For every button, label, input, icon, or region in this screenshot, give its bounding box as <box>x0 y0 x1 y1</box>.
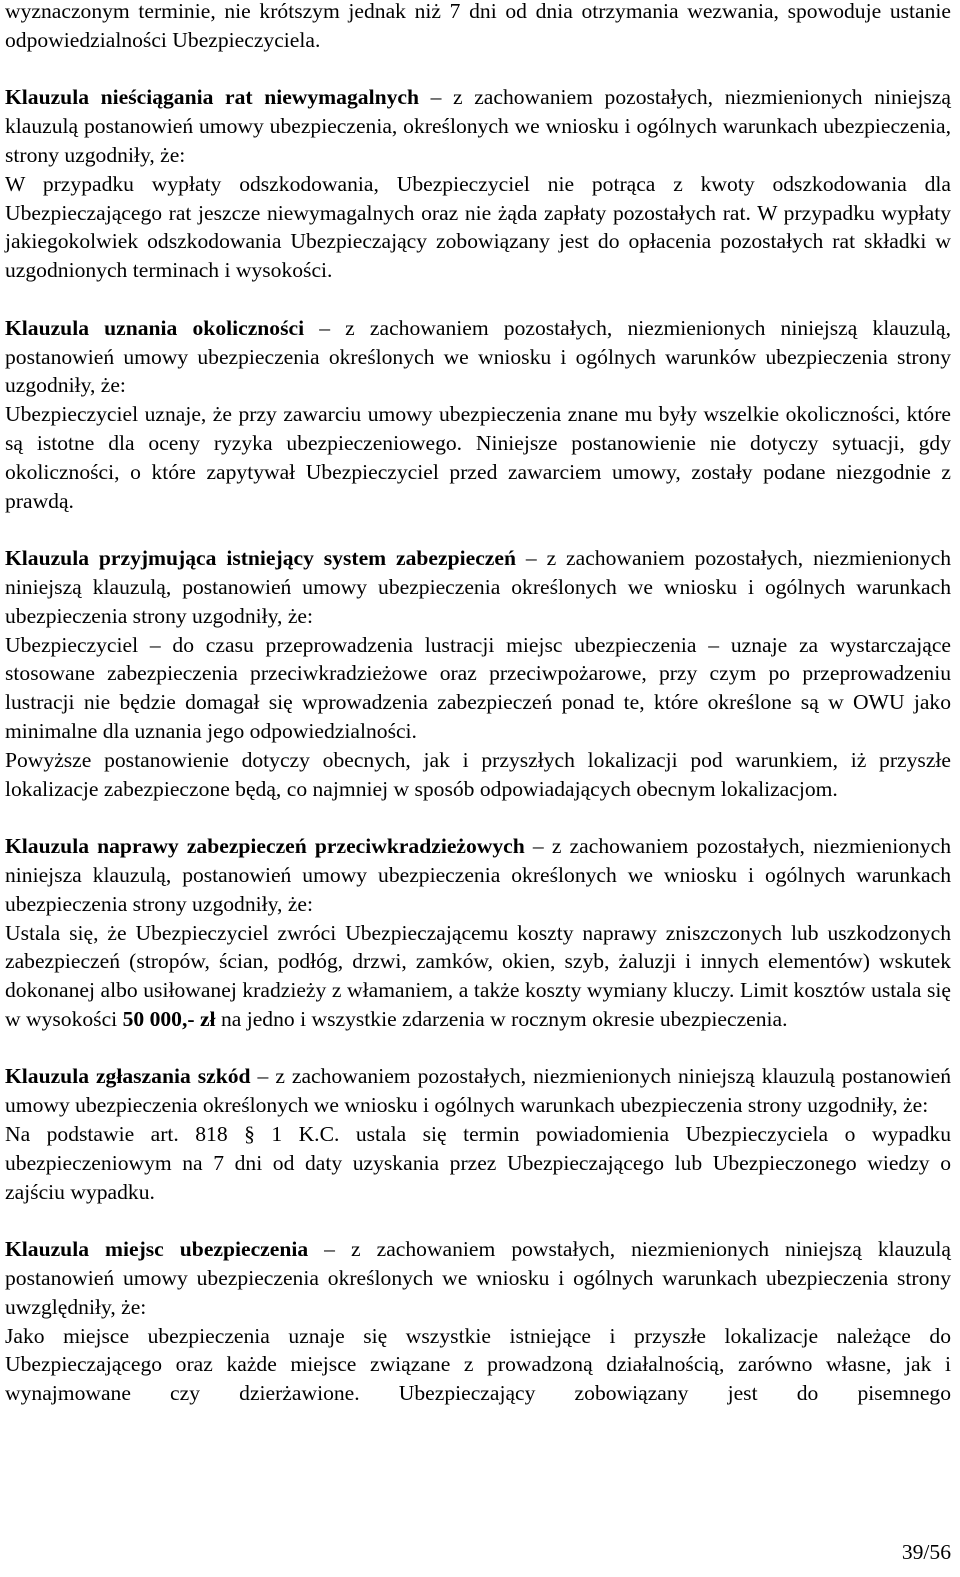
clause-intro: – z zachowaniem pozostałych, niezmienionych niniejszą klauzulą postanowień umowy ubezpieczenia określonych we wniosku i ogólnych warunkach ubezpieczenia strony uzgodniły, że: <box>5 1064 951 1118</box>
clause-intro: – z zachowaniem pozostałych, niezmienionych niniejszą klauzulą, postanowień umowy ubezpieczenia określonych we wniosku i ogólnych warunków ubezpieczenia strony uzgodniły, że: <box>5 315 951 398</box>
clause-body: Jako miejsce ubezpieczenia uznaje się wszystkie istniejące i przyszłe lokalizacje należące do Ubezpieczającego oraz każde miejsce związane z prowadzoną działalnością, zarówno własne, jak i wynajmowane czy dzierżawione. Ubezpieczający zobowiązany jest do pisemnego <box>5 1323 951 1406</box>
clause-body: Na podstawie art. 818 § 1 K.C. ustala się termin powiadomienia Ubezpieczyciela o wypadku ubezpieczeniowym na 7 dni od daty uzyskania przez Ubezpieczającego lub Ubezpieczonego wiedzy o zajściu wypadku. <box>5 1122 951 1204</box>
clause-title: Klauzula uznania okoliczności <box>5 315 305 340</box>
clause-body: Ubezpieczyciel – do czasu przeprowadzenia lustracji miejsc ubezpieczenia – uznaje za wystarczające stosowane zabezpieczenia przeciwkradzieżowe oraz przeciwpożarowe, przy czym po przeprowadzeniu lustracji nie będzie domagał się wprowadzenia zabezpieczeń ponad te, które określone są w OWU jako minimalne dla uznania jego odpowiedzialności. <box>5 632 951 743</box>
clause-body: W przypadku wypłaty odszkodowania, Ubezpieczyciel nie potrąca z kwoty odszkodowania dla Ubezpieczającego rat jeszcze niewymagalnych oraz nie żąda zapłaty pozostałych rat. W przypadku wypłaty jakiegokolwiek odszkodowania Ubezpieczający zobowiązany jest do opłacenia pozostałych rat składki w uzgodnionych terminach i wysokości. <box>5 171 951 283</box>
clause-body <box>5 919 951 1034</box>
clause-body-secondary: Powyższe postanowienie dotyczy obecnych, jak i przyszłych lokalizacji pod warunkiem, iż przyszłe lokalizacje zabezpieczone będą, co najmniej w sposób odpowiadających obecnym lokalizacjom. <box>5 747 951 801</box>
clause-title: Klauzula nieściągania rat niewymagalnych <box>5 85 419 110</box>
clause-naprawy-heading-paragraph <box>5 832 951 918</box>
clause-intro: – z zachowaniem pozostałych, niezmienionych niniejsza klauzulą, postanowień umowy ubezpieczenia określonych we wniosku i ogólnych warunkach ubezpieczenia strony uzgodniły, że: <box>5 834 951 916</box>
clause-body: Ubezpieczyciel uznaje, że przy zawarciu umowy ubezpieczenia znane mu były wszelkie okoliczności, które są istotne dla oceny ryzyka ubezpieczeniowego. Niniejsze postanowienie nie dotyczy sytuacji, gdy okoliczności, o które zapytywał Ubezpieczyciel przed zawarciem umowy, zostały podane niezgodnie z prawdą. <box>5 402 951 513</box>
clause-zgłaszania-heading-paragraph <box>5 1062 951 1120</box>
clause-title: Klauzula miejsc ubezpieczenia <box>5 1237 309 1262</box>
clause-title: Klauzula zgłaszania szkód <box>5 1064 251 1089</box>
clause-intro: – z zachowaniem pozostałych, niezmienionych niniejszą klauzulą, postanowień umowy ubezpieczenia określonych we wniosku i ogólnych warunkach ubezpieczenia strony uzgodniły, że: <box>5 546 951 628</box>
clause-intro: – z zachowaniem pozostałych, niezmienionych niniejszą klauzulą postanowień umowy ubezpieczenia, określonych we wniosku i ogólnych warunkach ubezpieczenia, strony uzgodniły, że: <box>5 85 951 167</box>
clause-intro: – z zachowaniem powstałych, niezmienionych niniejszą klauzulą postanowień umowy ubezpieczenia określonych we wniosku i ogólnych warunkach ubezpieczenia strony uwzględniły, że: <box>5 1237 951 1319</box>
clause-title: Klauzula przyjmująca istniejący system zabezpieczeń <box>5 546 516 571</box>
clause-body-text: na jedno i wszystkie zdarzenia w rocznym okresie ubezpieczenia. <box>215 1006 788 1031</box>
clause-system-heading-paragraph <box>5 544 951 630</box>
intro-paragraph: wyznaczonym terminie, nie krótszym jednak niż 7 dni od dnia otrzymania wezwania, spowoduje ustanie odpowiedzialności Ubezpieczyciela. <box>5 0 951 52</box>
page-number: 39/56 <box>901 1540 951 1564</box>
clause-uznania-heading-paragraph <box>5 314 951 400</box>
clause-miejsc-heading-paragraph <box>5 1235 951 1321</box>
clause-nieściągania-heading-paragraph <box>5 83 951 169</box>
document-page <box>5 0 951 1408</box>
clause-title: Klauzula naprawy zabezpieczeń przeciwkradzieżowych <box>5 834 525 859</box>
limit-amount: 50 000,- zł <box>122 1006 216 1031</box>
clause-body-text: Ustala się, że Ubezpieczyciel zwróci Ubezpieczającemu koszty naprawy zniszczonych lub uszkodzonych zabezpieczeń (stropów, ścian, podłóg, drzwi, zamków, okien, szyb, żaluzji i innych elementów) wskutek dokonanej albo usiłowanej kradzieży z włamaniem, a także koszty wymiany kluczy. Limit kosztów ustala się w wysokości <box>5 920 951 1031</box>
